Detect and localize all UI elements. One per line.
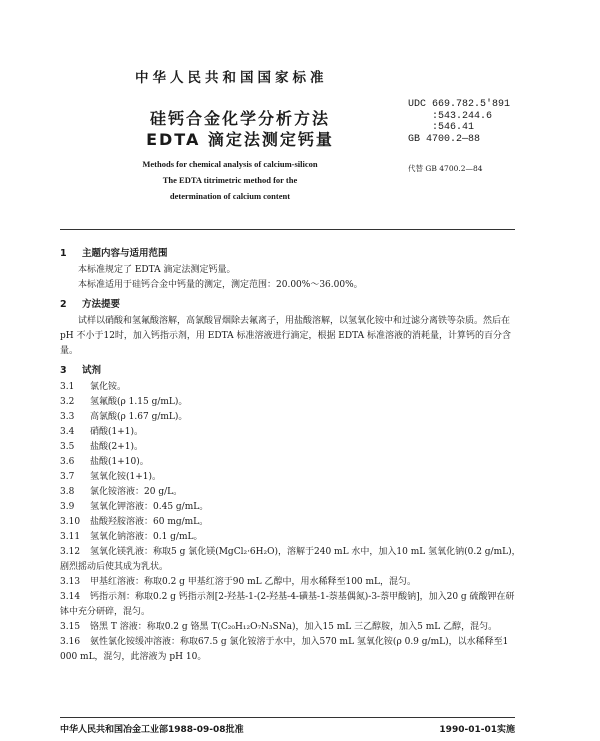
reagent-text: 盐酸(1+10)。 [90,457,149,467]
title-en-line: determination of calcium content [169,191,291,201]
reagent-item [60,455,522,470]
reagent-number: 3.9 [60,502,75,512]
title-chinese [140,108,340,150]
reagent-text: 氢氧化镁乳液：称取5 g 氯化镁(MgCl₂·6H₂O)，溶解于240 mL 水中，加入10 mL 氢氧化钠(0.2 g/mL)，剧烈摇动后使其成为乳状。 [60,547,521,572]
section-number: 3 [60,365,67,376]
paragraph: 本标准适用于硅钙合金中钙量的测定，测定范围：20.00%～36.00%。 [78,280,363,290]
reagent-item [60,545,522,575]
reagent-text: 氢氧化铵(1+1)。 [90,472,162,482]
reagent-item [60,485,522,500]
reagent-text: 盐酸羟胺溶液：60 mg/mL。 [90,517,209,527]
document-body [60,242,522,665]
reagent-item [60,380,522,395]
reagent-text: 硝酸(1+1)。 [90,427,144,437]
udc-line: :546.41 [408,122,475,133]
reagent-number: 3.11 [60,532,81,542]
reagent-item [60,590,522,620]
reagent-number: 3.14 [60,592,81,602]
reagent-item [60,515,522,530]
reagent-item [60,530,522,545]
title-english [110,156,350,204]
reagent-number: 3.1 [60,382,75,392]
section-number: 2 [60,299,67,310]
udc-line: :543.244.6 [408,110,493,122]
reagent-number: 3.10 [60,517,81,527]
title-cn-line: EDTA 滴定法测定钙量 [146,130,334,149]
udc-line: UDC 669.782.5'891 [408,99,511,110]
reagent-item [60,470,522,485]
title-cn-line: 硅钙合金化学分析方法 [149,109,330,128]
section-heading [60,246,522,261]
section-title: 主题内容与适用范围 [82,248,168,259]
reagent-number: 3.6 [60,457,75,467]
reagent-text: 氢氧化钾溶液：0.45 g/mL。 [90,502,209,512]
section-heading [60,297,522,312]
reagent-text: 铬黑 T 溶液：称取0.2 g 铬黑 T(C₂₀H₁₂O₇N₃SNa)，加入15 mL 三乙醇胺，加入5 mL 乙醇，混匀。 [90,622,498,632]
reagent-text: 氢氟酸(ρ 1.15 g/mL)。 [90,397,188,407]
effective-date: 1990-01-01实施 [439,725,515,735]
header-divider [60,229,515,230]
reagent-text: 氨性氯化铵缓冲溶液：称取67.5 g 氯化铵溶于水中，加入570 mL 氢氧化铵(ρ 0.9 g/mL)，以水稀释至1 000 mL，混匀，此溶液为 pH 10。 [60,637,509,662]
reagent-text: 高氯酸(ρ 1.67 g/mL)。 [90,412,188,422]
title-en-line: The EDTA titrimetric method for the [162,175,298,185]
reagent-item [60,425,522,440]
reagent-item [60,500,522,515]
reagent-item [60,410,522,425]
reagent-item [60,440,522,455]
reagent-text: 盐酸(2+1)。 [90,442,144,452]
reagent-number: 3.2 [60,397,75,407]
reagent-number: 3.7 [60,472,75,482]
standard-number: GB 4700.2—88 [408,133,481,145]
paragraph: 试样以硝酸和氢氟酸溶解，高氯酸冒烟除去氟离子，用盐酸溶解，以氢氧化铵中和过滤分离铁等杂质。然后在 pH 不小于12时，加入钙指示剂，用 EDTA 标准溶液进行滴定，根据 EDTA 标准溶液的消耗量，计算钙的百分含量。 [60,316,511,356]
paragraph: 本标准规定了 EDTA 滴定法测定钙量。 [78,265,236,275]
reagent-text: 甲基红溶液：称取0.2 g 甲基红溶于90 mL 乙醇中，用水稀释至100 mL，混匀。 [90,577,417,587]
reagent-number: 3.12 [60,547,81,557]
reagent-text: 钙指示剂：称取0.2 g 钙指示剂[2-羟基-1-(2-羟基-4-磺基-1-萘基偶氮)-3-萘甲酸钠]，加入20 g 硫酸钾在研钵中充分研碎，混匀。 [60,592,515,617]
reagent-item [60,575,522,590]
section-heading [60,363,522,378]
footer-divider [60,717,515,718]
reagent-number: 3.8 [60,487,75,497]
section-number: 1 [60,248,67,259]
reagent-text: 氯化铵。 [90,382,127,392]
reagent-number: 3.3 [60,412,75,422]
reagent-item [60,635,522,665]
reagent-number: 3.5 [60,442,75,452]
udc-block [408,99,510,145]
replaces-note: 代替 GB 4700.2—84 [408,164,483,173]
approval-note: 中华人民共和国冶金工业部1988-09-08批准 [60,725,244,735]
reagent-text: 氢氧化钠溶液：0.1 g/mL。 [90,532,203,542]
reagent-number: 3.16 [60,637,81,647]
reagent-number: 3.4 [60,427,75,437]
standard-name: 中华人民共和国国家标准 [135,70,328,86]
reagent-text: 氯化铵溶液：20 g/L。 [90,487,183,497]
reagent-item [60,620,522,635]
section-title: 试剂 [82,365,102,376]
reagent-item [60,395,522,410]
reagent-list [60,380,522,665]
reagent-number: 3.13 [60,577,81,587]
title-en-line: Methods for chemical analysis of calcium-silicon [142,159,318,169]
section-title: 方法提要 [82,299,121,310]
reagent-number: 3.15 [60,622,81,632]
